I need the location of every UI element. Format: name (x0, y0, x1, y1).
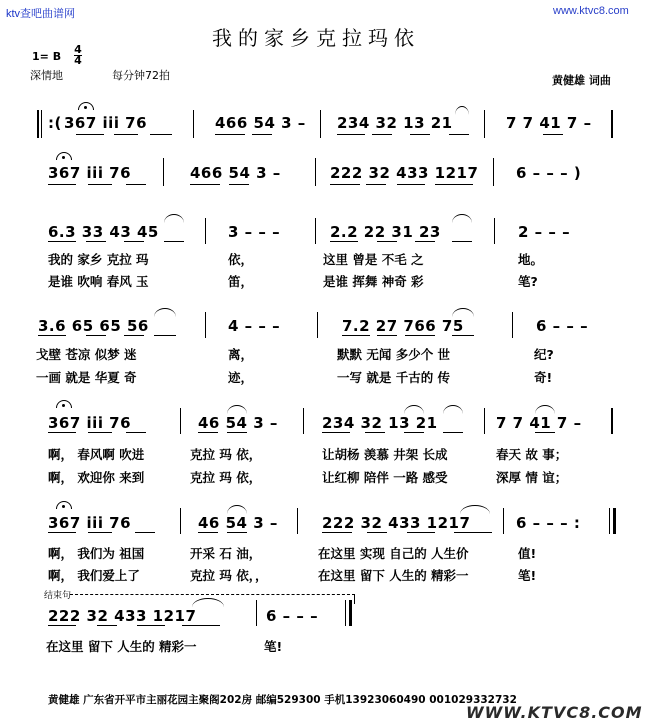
measure: 367 i̇i̇i̇ 76 (48, 414, 132, 432)
slur (460, 505, 490, 514)
underline (114, 134, 138, 135)
measure: 6 – – – (266, 607, 319, 625)
measure: 367 i̇i̇i̇ 76 (64, 114, 148, 132)
barline (484, 110, 485, 138)
underline (124, 335, 144, 336)
slur (535, 405, 555, 414)
measure: 6 – – – (536, 317, 589, 335)
underline (198, 532, 218, 533)
lyric-line: 这里 曾是 不毛 之 (323, 252, 424, 267)
underline (124, 241, 144, 242)
underline (126, 184, 146, 185)
underline (48, 625, 76, 626)
barline (315, 158, 316, 186)
barline (320, 110, 321, 138)
barline (297, 508, 298, 534)
underline (190, 184, 220, 185)
measure: 367 i̇i̇i̇ 76 (48, 514, 132, 532)
lyric-line: 克拉 玛 依， (190, 447, 262, 462)
underline (454, 532, 492, 533)
underline (150, 134, 172, 135)
lyric-line: 在这里 留下 人生的 精彩一 (318, 568, 469, 583)
underline (229, 184, 249, 185)
lyric-line: 笛， (228, 274, 254, 289)
underline (48, 241, 76, 242)
slur (404, 405, 424, 414)
barline (349, 600, 352, 626)
slur (164, 214, 184, 223)
underline (365, 432, 385, 433)
underline (322, 532, 352, 533)
underline (215, 134, 245, 135)
lyric-line: 一画 就是 华夏 奇 (36, 370, 137, 385)
lyric-line: 啊， 我们为 祖国 (48, 546, 145, 561)
fermata-icon (56, 501, 72, 509)
measure: 6.3 33 43 45 (48, 223, 159, 241)
lyric-line: 笔! (518, 568, 537, 583)
lyric-line: 是谁 挥舞 神奇 彩 (323, 274, 424, 289)
underline (88, 532, 112, 533)
underline (86, 241, 106, 242)
lyric-line: 迹， (228, 370, 254, 385)
underline (182, 625, 220, 626)
barline (193, 110, 194, 138)
underline (48, 184, 76, 185)
barline (205, 312, 206, 338)
measure: 46 54 3 – (198, 414, 278, 432)
barline (494, 218, 495, 244)
barline (180, 408, 181, 434)
page-title: 我的家乡克拉玛依 (212, 26, 420, 50)
lyric-line: 戈壁 苍凉 似梦 迷 (36, 347, 137, 362)
repeat-open: :( (48, 114, 62, 132)
slur (227, 405, 247, 414)
slur (452, 214, 472, 223)
underline (86, 335, 106, 336)
underline (164, 241, 184, 242)
ending-bracket-end (354, 594, 355, 604)
expression-mark: 深情地 (30, 69, 63, 82)
underline (543, 134, 563, 135)
barline (609, 508, 610, 534)
lyric-line: 值! (518, 546, 537, 561)
measure: 6 – – – : (516, 514, 581, 532)
underline (377, 335, 397, 336)
barline (163, 158, 164, 186)
underline (135, 532, 155, 533)
slur (154, 308, 176, 317)
measure: 6 – – – ) (516, 164, 582, 182)
barline (512, 312, 513, 338)
underline (38, 335, 66, 336)
underline (330, 184, 360, 185)
underline (227, 432, 247, 433)
ending-bracket (70, 594, 355, 595)
lyric-line: 笔! (264, 639, 283, 654)
slur (455, 106, 469, 115)
lyric-line: 默默 无闻 多少个 世 (337, 347, 451, 362)
underline (415, 241, 435, 242)
lyric-line: 深厚 情 谊； (496, 470, 568, 485)
barline (611, 110, 613, 138)
lyric-line: 是谁 吹响 春风 玉 (48, 274, 149, 289)
lyric-line: 依， (228, 252, 254, 267)
lyric-line: 地。 (518, 252, 544, 267)
lyric-line: 让红柳 陪伴 一路 感受 (322, 470, 448, 485)
barline (256, 600, 257, 626)
underline (337, 134, 365, 135)
lyric-line: 纪? (534, 347, 554, 362)
lyric-line: 笔? (518, 274, 538, 289)
underline (435, 184, 473, 185)
barline (41, 110, 42, 138)
barline (345, 600, 346, 626)
lyric-line: 克拉 玛 依， (190, 470, 262, 485)
measure: 7.2 27 766 75 (342, 317, 464, 335)
underline (76, 134, 104, 135)
slur (227, 505, 247, 514)
lyric-line: 离， (228, 347, 254, 362)
tempo-mark: 每分钟72拍 (112, 69, 170, 82)
underline (330, 241, 358, 242)
measure: 46 54 3 – (198, 514, 278, 532)
lyric-line: 啊， 欢迎你 来到 (48, 470, 145, 485)
fermata-icon (56, 400, 72, 408)
measure: 234 32 13 21 (337, 114, 453, 132)
barline (503, 508, 504, 534)
underline (404, 432, 424, 433)
measure: 7 7 41 7 – (506, 114, 592, 132)
underline (367, 532, 387, 533)
lyric-line: 在这里 实现 自己的 人生价 (318, 546, 469, 561)
lyric-line: 让胡杨 羡慕 井架 长成 (322, 447, 448, 462)
barline (205, 218, 206, 244)
underline (126, 432, 146, 433)
site-logo-right: www.ktvc8.com (553, 5, 629, 17)
key-signature: 1= B (32, 50, 62, 63)
underline (535, 432, 555, 433)
measure: 4 – – – (228, 317, 281, 335)
slur (452, 308, 474, 317)
lyric-line: 啊， 我们爱上了 (48, 568, 140, 583)
barline (315, 218, 316, 244)
underline (410, 134, 430, 135)
underline (407, 532, 435, 533)
measure: 222 32 433 1217 (330, 164, 479, 182)
underline (154, 335, 176, 336)
lyric-line: 在这里 留下 人生的 精彩一 (46, 639, 197, 654)
slur (443, 405, 463, 414)
measure: 7 7 41 7 – (496, 414, 582, 432)
barline (180, 508, 181, 534)
measure: 466 54 3 – (215, 114, 306, 132)
lyric-line: 一写 就是 千古的 传 (337, 370, 451, 385)
underline (97, 625, 117, 626)
underline (88, 432, 112, 433)
barline (37, 110, 39, 138)
underline (252, 134, 272, 135)
contact-footer: 黄健雄 广东省开平市主丽花园主聚阁202房 邮编529300 手机13923060490 001029332732 (48, 694, 517, 706)
lyric-line: 我的 家乡 克拉 玛 (48, 252, 149, 267)
underline (372, 134, 392, 135)
lyric-line: 奇! (534, 370, 553, 385)
lyric-line: 春天 故 事； (496, 447, 568, 462)
underline (452, 241, 472, 242)
underline (342, 335, 370, 336)
site-logo-left: ktv查吧曲谱网 (6, 8, 76, 20)
fermata-icon (78, 102, 94, 110)
ending-label: 结束句 (44, 591, 72, 601)
lyric-line: 啊， 春风啊 吹进 (48, 447, 145, 462)
underline (322, 432, 350, 433)
underline (48, 432, 76, 433)
underline (452, 335, 474, 336)
credits: 黄健雄 词曲 (552, 74, 611, 87)
measure: 234 32 13 21 (322, 414, 438, 432)
measure: 367 i̇i̇i̇ 76 (48, 164, 132, 182)
measure: 2 – – – (518, 223, 571, 241)
slur (192, 598, 224, 607)
measure: 2.2 22 31 23 (330, 223, 441, 241)
time-signature: 4 4 (74, 43, 82, 67)
lyric-line: 开采 石 油， (190, 546, 262, 561)
underline (397, 184, 425, 185)
barline (303, 408, 304, 434)
underline (377, 241, 397, 242)
barline (493, 158, 494, 186)
underline (366, 184, 386, 185)
barline (611, 408, 613, 434)
fermata-icon (56, 152, 72, 160)
measure: 3.6 65 65 56 (38, 317, 149, 335)
barline (484, 408, 485, 434)
measure: 222 32 433 1217 (322, 514, 471, 532)
underline (227, 532, 247, 533)
underline (449, 134, 469, 135)
barline (613, 508, 616, 534)
underline (48, 532, 76, 533)
measure: 466 54 3 – (190, 164, 281, 182)
barline (317, 312, 318, 338)
watermark: WWW.KTVC8.COM (466, 703, 643, 722)
underline (443, 432, 463, 433)
underline (88, 184, 112, 185)
lyric-line: 克拉 玛 依，， (190, 568, 268, 583)
underline (405, 335, 435, 336)
measure: 3 – – – (228, 223, 281, 241)
underline (198, 432, 218, 433)
measure: 222 32 433 1217 (48, 607, 197, 625)
underline (137, 625, 165, 626)
